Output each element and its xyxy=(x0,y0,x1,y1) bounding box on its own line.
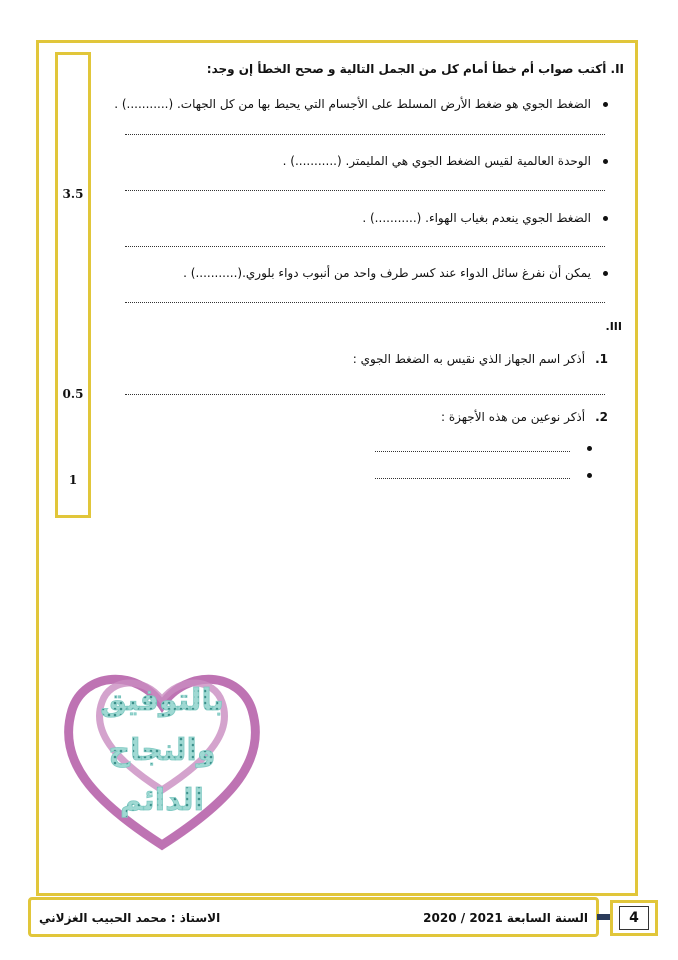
answer-line-q2a[interactable] xyxy=(375,451,570,452)
question-2-number: 2. xyxy=(595,410,608,424)
statement-3-text: الضغط الجوي ينعدم بغياب الهواء. (...........) . xyxy=(362,211,591,225)
question-1-number: 1. xyxy=(595,352,608,366)
stamp-line-3: الدائم xyxy=(120,783,204,818)
answer-line-3[interactable] xyxy=(125,246,605,247)
question-1 xyxy=(353,352,608,366)
section2-title: II. أكتب صواب أم خطأ أمام كل من الجمل التالية و صحح الخطأ إن وجد: xyxy=(206,62,624,76)
bullet-icon xyxy=(603,216,608,221)
bullet-icon xyxy=(587,446,592,451)
stamp-line-1: بالتوفيق xyxy=(100,683,224,718)
score-column xyxy=(55,52,91,518)
footer-bar xyxy=(28,897,599,937)
answer-line-2[interactable] xyxy=(125,190,605,191)
page-number-box xyxy=(610,900,658,936)
answer-line-4[interactable] xyxy=(125,302,605,303)
page-number: 4 xyxy=(619,906,649,930)
section3-title: III. xyxy=(605,320,622,333)
statement-4 xyxy=(183,266,608,280)
question-2-text: أذكر نوعين من هذه الأجهزة : xyxy=(440,410,586,424)
score-q1: 0.5 xyxy=(62,387,84,401)
statement-1 xyxy=(114,97,608,111)
statement-1-text: الضغط الجوي هو ضغط الأرض المسلط على الأجسام التي يحيط بها من كل الجهات. (...........) . xyxy=(114,97,591,111)
bullet-icon xyxy=(603,271,608,276)
question-1-text: أذكر اسم الجهاز الذي نقيس به الضغط الجوي : xyxy=(352,352,586,366)
bullet-icon xyxy=(603,159,608,164)
answer-line-q1[interactable] xyxy=(125,394,605,395)
statement-2-text: الوحدة العالمية لقيس الضغط الجوي هي المليمتر. (...........) . xyxy=(282,154,591,168)
bullet-icon xyxy=(603,102,608,107)
footer-teacher: الاستاذ : محمد الحبيب الغزلاني xyxy=(39,911,221,925)
stamp-line-2: والنجاح xyxy=(108,733,216,768)
statement-4-text: يمكن أن نفرغ سائل الدواء عند كسر طرف واحد من أنبوب دواء بلوري.(...........) . xyxy=(183,266,591,280)
good-luck-stamp xyxy=(52,640,272,860)
answer-line-q2b[interactable] xyxy=(375,478,570,479)
question-2 xyxy=(441,410,608,424)
score-section2: 3.5 xyxy=(62,187,84,201)
score-q2: 1 xyxy=(68,473,78,487)
footer-year: السنة السابعة 2021 / 2020 xyxy=(423,911,588,925)
statement-2 xyxy=(283,154,608,168)
answer-line-1[interactable] xyxy=(125,134,605,135)
statement-3 xyxy=(362,211,608,225)
bullet-icon xyxy=(587,473,592,478)
